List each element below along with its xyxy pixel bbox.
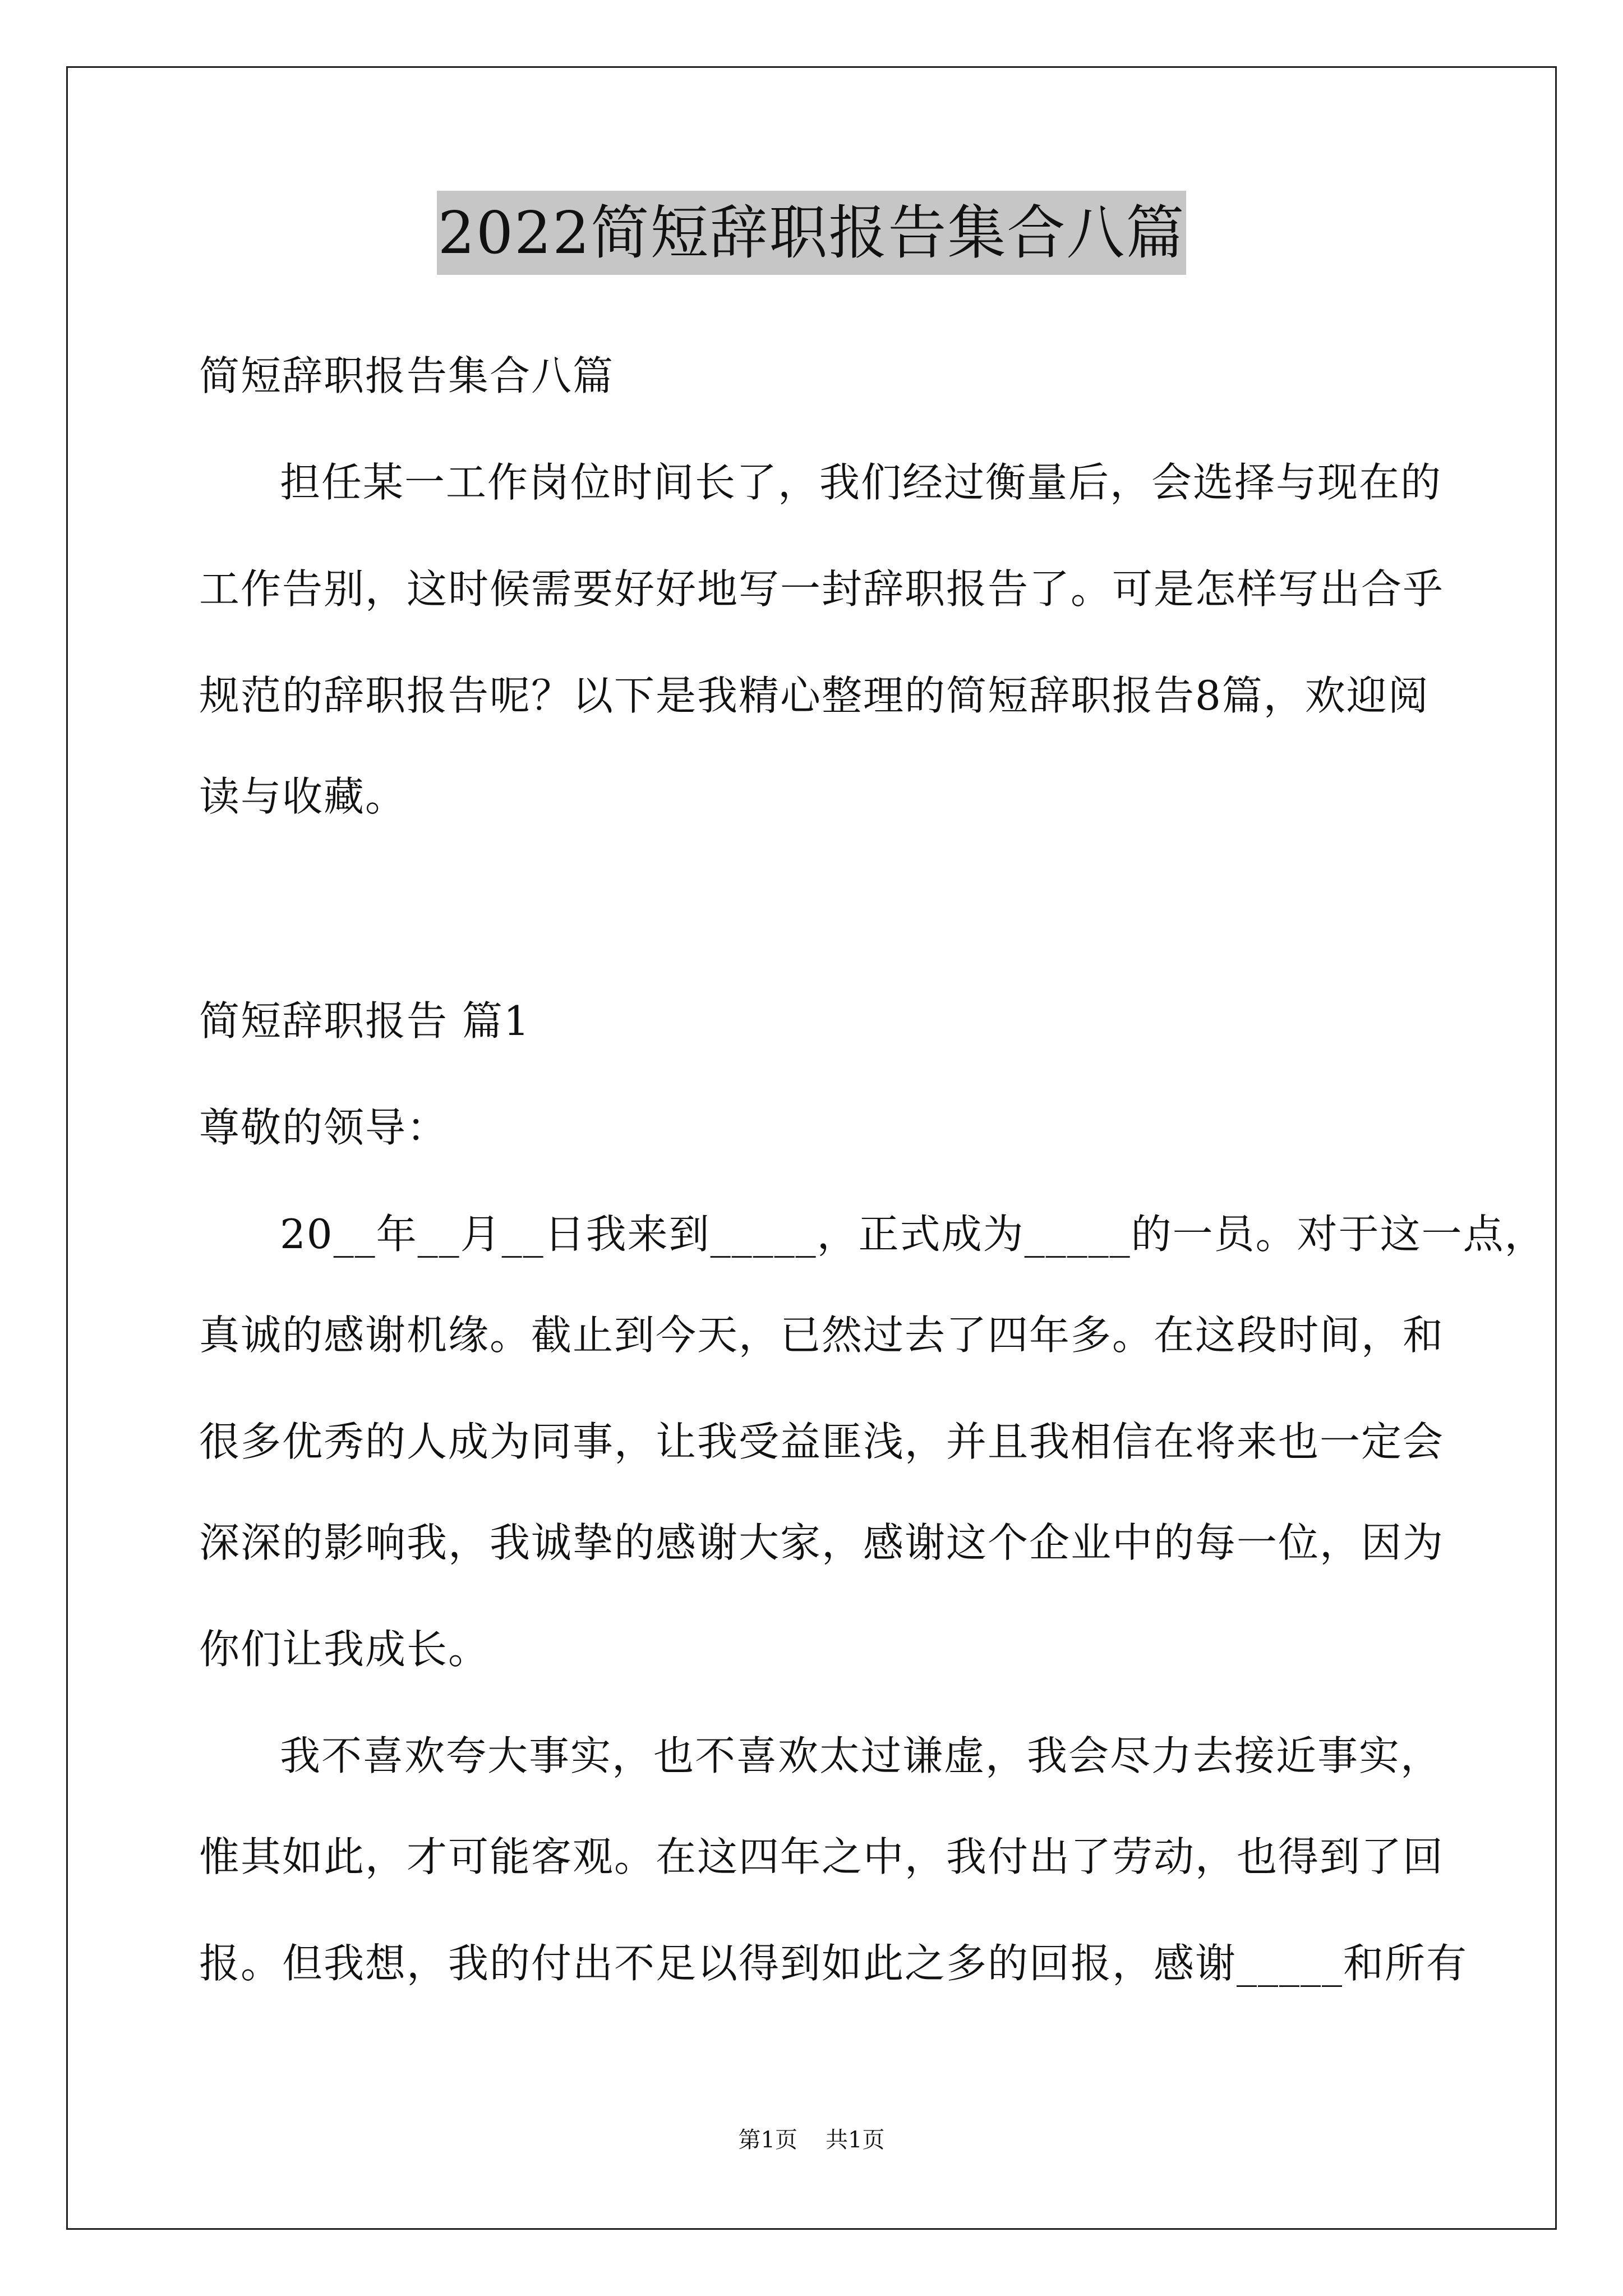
section-heading: 简短辞职报告 篇1 xyxy=(199,997,531,1045)
title-container xyxy=(0,191,1623,275)
subtitle-line: 简短辞职报告集合八篇 xyxy=(199,352,615,399)
paragraph-line: 深深的影响我，我诚挚的感谢大家，感谢这个企业中的每一位，因为 xyxy=(199,1519,1445,1566)
page-total: 共1页 xyxy=(826,2127,885,2153)
page-footer xyxy=(0,2123,1623,2157)
paragraph-line: 20__年__月__日我来到_____，正式成为_____的一员。对于这一点， xyxy=(280,1211,1546,1258)
paragraph-line: 规范的辞职报告呢？以下是我精心整理的简短辞职报告8篇，欢迎阅 xyxy=(199,672,1430,719)
paragraph-line: 真诚的感谢机缘。截止到今天，已然过去了四年多。在这段时间，和 xyxy=(199,1312,1445,1359)
paragraph-line: 惟其如此，才可能客观。在这四年之中，我付出了劳动，也得到了回 xyxy=(199,1833,1445,1880)
paragraph-line: 很多优秀的人成为同事，让我受益匪浅，并且我相信在将来也一定会 xyxy=(199,1418,1445,1465)
paragraph-line: 你们让我成长。 xyxy=(199,1626,490,1673)
document-title: 2022简短辞职报告集合八篇 xyxy=(437,191,1187,275)
paragraph-line: 我不喜欢夸大事实，也不喜欢太过谦虚，我会尽力去接近事实， xyxy=(280,1732,1442,1779)
paragraph-line: 工作告别，这时候需要好好地写一封辞职报告了。可是怎样写出合乎 xyxy=(199,565,1445,613)
salutation-line: 尊敬的领导： xyxy=(199,1104,449,1151)
paragraph-line: 读与收藏。 xyxy=(199,773,407,820)
paragraph-line: 报。但我想，我的付出不足以得到如此之多的回报，感谢_____和所有 xyxy=(199,1940,1468,1987)
page-number: 第1页 xyxy=(738,2127,797,2153)
paragraph-line: 担任某一工作岗位时间长了，我们经过衡量后，会选择与现在的 xyxy=(280,459,1442,506)
